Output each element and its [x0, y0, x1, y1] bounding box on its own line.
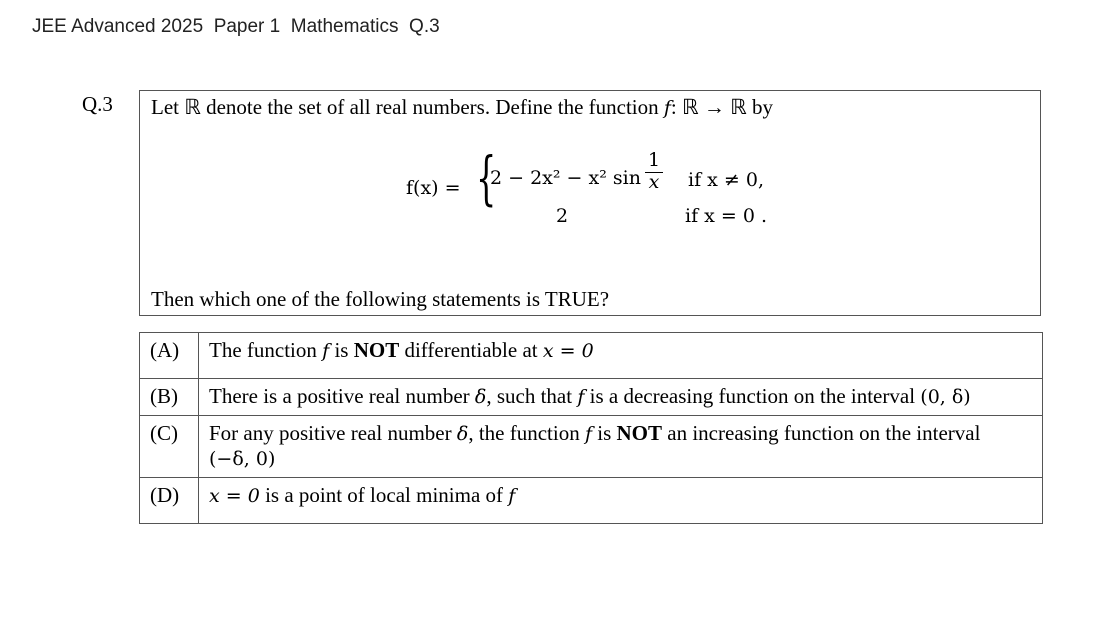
formula-fraction [645, 151, 663, 193]
text: The function [209, 338, 323, 362]
formula-case-2: 2 [556, 205, 569, 227]
math-expression: x = 0 [209, 484, 260, 507]
intro-text-2: by [746, 95, 774, 119]
emphasis: NOT [353, 338, 400, 362]
option-row-a[interactable] [140, 333, 1043, 379]
math-f: f [577, 386, 585, 408]
text: is a point of local minima of [259, 482, 509, 507]
math-interval: (0, δ) [920, 386, 971, 408]
option-row-c[interactable] [140, 415, 1043, 477]
option-label: (C) [140, 415, 199, 477]
emphasis: NOT [616, 420, 663, 445]
math-f: f [584, 422, 592, 445]
text: , the function [468, 420, 585, 445]
formula-condition-1: if x ≠ 0, [688, 169, 764, 191]
fraction-numerator: 1 [645, 151, 663, 173]
intro-text-1: Let ℝ denote the set of all real numbers. Define the function [151, 95, 664, 119]
option-text [199, 415, 1043, 477]
math-delta: δ [474, 386, 487, 408]
option-row-d[interactable] [140, 477, 1043, 523]
text: is a decreasing function on the interval [584, 384, 921, 408]
text: , such that [486, 384, 578, 408]
option-label: (B) [140, 379, 199, 416]
formula-condition-2: if x = 0 . [685, 205, 768, 227]
question-prompt: Then which one of the following statements is TRUE? [151, 287, 610, 311]
question-number: Q.3 [82, 92, 113, 116]
math-f: f [508, 484, 516, 507]
piecewise-formula [140, 91, 1040, 315]
text: There is a positive real number [209, 384, 475, 408]
formula-case-1: 2 − 2x² − x² sin [490, 167, 641, 189]
option-label: (D) [140, 477, 199, 523]
math-f: f [322, 340, 330, 362]
text: differentiable at [399, 338, 543, 362]
fraction-denominator: x [648, 170, 660, 193]
math-delta: δ [456, 422, 469, 445]
text: is [592, 420, 617, 445]
option-text [199, 477, 1043, 523]
option-label: (A) [140, 333, 199, 379]
option-text [199, 379, 1043, 416]
options-table [139, 332, 1043, 524]
formula-brace: { [476, 144, 497, 212]
text: For any positive real number [209, 420, 457, 445]
formula-lhs: f(x) = [406, 177, 461, 199]
option-row-b[interactable] [140, 379, 1043, 416]
math-interval: (−δ, 0) [209, 447, 276, 470]
page-header: JEE Advanced 2025 Paper 1 Mathematics Q.3 [32, 16, 440, 37]
math-expression: x = 0 [542, 340, 594, 362]
question-box [139, 90, 1041, 316]
text: is [329, 338, 354, 362]
intro-function-symbol: f [663, 97, 671, 119]
text: an increasing function on the interval [662, 420, 981, 445]
intro-mapping: : ℝ → ℝ [670, 95, 747, 119]
option-text [199, 333, 1043, 379]
